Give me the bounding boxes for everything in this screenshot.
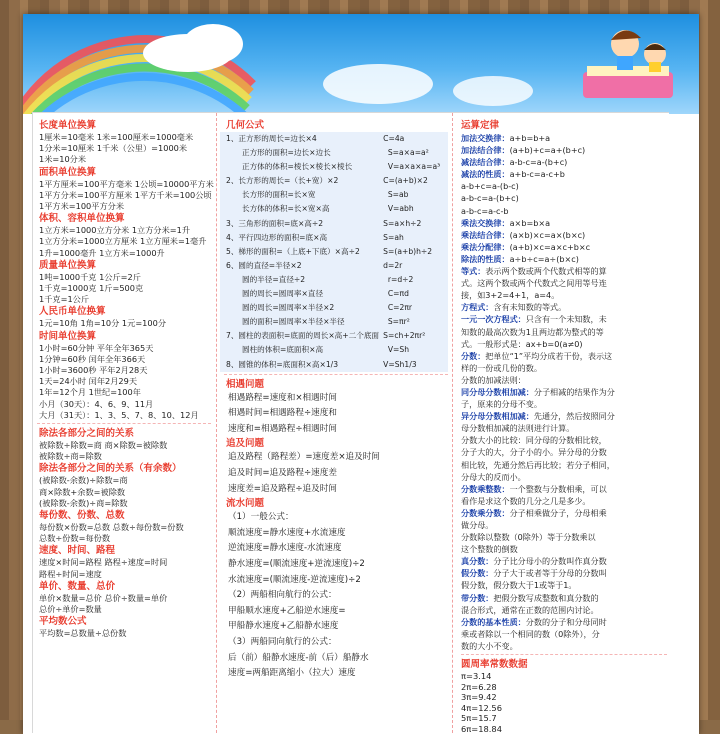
term-text: 含有未知数的等式。	[493, 302, 567, 313]
formula-line: 1分钟=60秒 闰年全年366天	[39, 353, 146, 364]
formula-text: 4、平行四边形的面积=底×高	[226, 232, 328, 242]
formula-symbolic: S=ah	[383, 232, 404, 242]
section-subtitle: 分数除以整数（0除外）等于分数乘以	[461, 532, 596, 543]
section-subtitle: 这个整数的倒数	[461, 544, 518, 555]
section-title: 相遇问题	[226, 378, 265, 390]
section-title: 追及问题	[226, 438, 265, 450]
term-text: 分子大于或者等于分母的分数叫	[493, 568, 607, 579]
formula-text: 长方体的体积=长×宽×高	[242, 204, 330, 214]
section-title: 人民币单位换算	[39, 306, 106, 318]
formula-symbolic: C=πd	[387, 289, 409, 299]
formula-line	[457, 326, 667, 338]
formula-symbolic: V=Sh1/3	[383, 359, 417, 369]
geometry-row	[220, 188, 448, 202]
formula-line: 甲船顺水速度+乙船逆水速度=	[228, 605, 346, 616]
formula-line: 1年=12个月 1世纪=100年	[39, 387, 141, 398]
poster	[23, 14, 699, 734]
formula-line	[457, 579, 667, 591]
formula-line: 追及路程（路程差）=速度差×追及时间	[228, 452, 380, 463]
formula-symbolic: V=a×a×a=a³	[387, 162, 441, 172]
term-label: 分数：	[461, 350, 486, 361]
formula-line	[457, 277, 667, 289]
term-label: 分数乘整数：	[461, 483, 510, 494]
formula-line: (被除数-余数)÷除数=商	[39, 475, 128, 486]
formula-line: 1厘米=10毫米 1米=100厘米=1000毫米	[39, 132, 194, 142]
formula-line	[457, 604, 667, 616]
formula-line	[457, 507, 667, 519]
formula-line: 相遇时间=相遇路程÷速度和	[228, 408, 337, 419]
formula-line	[457, 217, 667, 229]
formula-line: (被除数-余数)÷商=除数	[39, 497, 128, 508]
term-label: 真分数：	[461, 556, 494, 567]
formula-symbolic: V=Sh	[387, 345, 410, 355]
pi-value: π=3.14	[461, 671, 492, 682]
formula-line: （3）两船同向航行的公式：	[228, 636, 337, 647]
term-text: 只含有一个未知数，未	[525, 314, 607, 325]
formula-line: 1平方分米=100平方厘米 1平方千米=100公顷	[39, 189, 212, 200]
formula-line: 1米=10分米	[39, 154, 87, 165]
term-text: a-b-c=a-(b+c)	[461, 193, 519, 204]
term-label: 减法的性质：	[461, 169, 510, 180]
section-title: 圆周率常数数据	[461, 659, 528, 671]
geometry-row	[220, 245, 448, 259]
geometry-row	[220, 273, 448, 287]
term-label: 加法交换律：	[461, 133, 510, 143]
formula-line: 速度=两船距离缩小（拉大）速度	[228, 668, 356, 679]
geometry-row	[220, 259, 448, 273]
section-title: 流水问题	[226, 498, 265, 510]
geometry-row	[220, 343, 448, 357]
formula-text: 长方形的面积=长×宽	[242, 190, 316, 200]
term-text: 乘或者除以一个相同的数（0除外），分	[461, 628, 600, 639]
formula-text: 圆的周长=圆周率×直径	[242, 289, 324, 299]
geometry-row	[220, 132, 448, 146]
formula-line	[457, 398, 667, 410]
formula-line	[457, 616, 667, 628]
formula-symbolic: S=ab	[387, 190, 409, 200]
sky-banner	[23, 14, 699, 114]
term-text: 假分数，假分数大于1或等于1。	[461, 580, 577, 591]
formula-text: 3、三角形的面积=底×高÷2	[226, 218, 324, 228]
geometry-row	[220, 358, 448, 372]
formula-line	[457, 338, 667, 350]
geometry-row	[220, 202, 448, 216]
formula-line: 总价÷单价=数量	[39, 604, 102, 615]
geometry-row	[220, 231, 448, 245]
term-label: 乘法结合律：	[461, 229, 510, 240]
formula-line	[457, 265, 667, 277]
formula-line: 1小时=60分钟 平年全年365天	[39, 342, 154, 353]
formula-line: 大月（31天）：1、3、5、7、8、10、12月	[39, 409, 199, 420]
formula-line: 被除数÷除数=商 商×除数=被除数	[39, 440, 168, 451]
formula-line: （2）两船相向航行的公式：	[228, 590, 337, 601]
term-label: 除法的性质：	[461, 253, 510, 264]
term-text: a+b-c=a-c+b	[509, 169, 565, 180]
pi-value: 3π=9.42	[461, 692, 497, 703]
formula-line: 被除数÷商=除数	[39, 451, 102, 462]
geometry-row	[220, 174, 448, 188]
formula-text: 7、圆柱的表面积=底面的周长×高+二个底面	[226, 331, 380, 341]
formula-text: 圆柱的体积=底面积×高	[242, 345, 324, 355]
formula-line: 1立方米=1000立方分米 1立方分米=1升	[39, 225, 191, 236]
term-label: 一元一次方程式：	[461, 314, 526, 325]
term-label: 同分母分数相加减：	[461, 386, 534, 397]
formula-line	[457, 446, 667, 458]
term-label: 乘法交换律：	[461, 217, 510, 228]
term-text: 分子比分母小的分数叫作真分数	[493, 556, 607, 567]
term-text: 知数的最高次数为1且两边都为整式的等	[461, 326, 604, 337]
section-title: 面积单位换算	[39, 166, 97, 178]
section-title: 速度、时间、路程	[39, 545, 116, 557]
formula-line	[457, 471, 667, 483]
formula-line: 顺流速度=静水速度+水流速度	[228, 527, 346, 538]
term-text: 混合形式，通常在正数的范围内讨论。	[461, 604, 599, 615]
section-title: 几何公式	[226, 120, 265, 131]
section-title: 单价、数量、总价	[39, 580, 116, 592]
formula-line	[457, 168, 667, 180]
term-text: 分母大的反而小。	[461, 471, 526, 482]
formula-symbolic: S=ch+2πr²	[383, 331, 426, 341]
formula-line	[457, 241, 667, 253]
term-text: (a×b)×c=a×(b×c)	[509, 229, 586, 240]
term-text: 数的大小不变。	[461, 640, 518, 651]
cloud-shape	[183, 24, 243, 64]
section-divider	[37, 423, 211, 424]
formula-line: 1升=1000毫升 1立方米=1000升	[39, 247, 165, 258]
formula-line: 每份数×份数=总数 总数÷每份数=份数	[39, 522, 184, 533]
pi-value: 6π=18.84	[461, 723, 502, 734]
geometry-row	[220, 287, 448, 301]
section-divider	[224, 374, 448, 375]
formula-line	[457, 301, 667, 313]
formula-text: 6、圆的直径=半径×2	[226, 260, 302, 270]
formula-line: 逆流速度=静水速度-水流速度	[228, 543, 342, 554]
term-text: 看作是求这个数的几分之几是多少。	[461, 495, 591, 506]
geometry-row	[220, 217, 448, 231]
term-text: 接，如3+2=4+1，a=4。	[461, 290, 560, 301]
formula-text: 圆的周长=圆周率×半径×2	[242, 303, 335, 313]
formula-line	[457, 640, 667, 652]
formula-line: 相遇路程=速度和×相遇时间	[228, 392, 337, 403]
term-label: 减法结合律：	[461, 157, 510, 168]
formula-text: 2、长方形的周长=（长+宽）×2	[226, 176, 339, 186]
term-label: 分数的基本性质：	[461, 616, 526, 627]
term-label: 带分数：	[461, 592, 494, 603]
term-label: 方程式：	[461, 302, 494, 313]
pi-value: 5π=15.7	[461, 713, 497, 724]
geometry-row	[220, 315, 448, 329]
formula-line: 1平方米=100平方分米	[39, 201, 125, 212]
term-label: 加法结合律：	[461, 145, 510, 156]
formula-line: 平均数=总数量÷总份数	[39, 628, 127, 639]
section-title: 平均数公式	[39, 616, 87, 628]
geometry-formulas	[220, 132, 448, 372]
term-text: 子，原来的分母不变。	[461, 399, 542, 410]
formula-symbolic: C=4a	[383, 134, 405, 143]
term-text: a×b=b×a	[509, 217, 551, 228]
term-label: 乘法分配律：	[461, 241, 510, 252]
formula-line: 1天=24小时 闰年2月29天	[39, 376, 138, 387]
formula-line: （1）一般公式：	[228, 512, 294, 523]
formula-panel	[32, 112, 669, 733]
term-text: 样的一份或几份的数。	[461, 362, 542, 373]
section-title: 长度单位换算	[39, 120, 97, 131]
formula-line	[457, 434, 667, 446]
term-label: 等式：	[461, 266, 486, 277]
section-title: 除法各部分之间的关系	[39, 428, 135, 440]
term-text: a-b-c=a-c-b	[461, 205, 509, 216]
term-text: a÷b÷c=a÷(b×c)	[509, 253, 579, 264]
section-divider	[461, 654, 667, 655]
formula-line: 1元=10角 1角=10分 1元=100分	[39, 318, 167, 329]
term-text: 分子大的大，分子小的小。异分母的分数	[461, 447, 607, 458]
section-title: 质量单位换算	[39, 259, 97, 271]
term-text: (a+b)×c=a×c+b×c	[509, 241, 591, 252]
formula-line	[457, 592, 667, 604]
section-title: 每份数、份数、总数	[39, 510, 125, 522]
term-text: 式。一般形式是：ax+b=0(a≠0)	[461, 338, 583, 349]
formula-symbolic: V=abh	[387, 204, 414, 214]
term-text: 先通分，然后按照同分	[533, 411, 615, 422]
term-text: 把单位“1”平均分成若干份，表示这	[485, 350, 613, 361]
formula-line	[457, 289, 667, 301]
column-divider	[452, 113, 453, 733]
formula-line: 商×除数+余数=被除数	[39, 486, 126, 497]
pi-constants	[457, 671, 667, 734]
geometry-row	[220, 301, 448, 315]
formula-symbolic: C=2πr	[387, 303, 413, 313]
formula-symbolic: S=πr²	[387, 317, 410, 327]
term-text: a+b=b+a	[509, 133, 551, 143]
formula-line: 小月（30天）：4、6、9、11月	[39, 398, 154, 409]
term-label: 假分数：	[461, 568, 494, 579]
formula-line: 1分米=10厘米 1千米（公里）=1000米	[39, 143, 188, 154]
kids-on-book-illustration	[563, 14, 693, 114]
cloud-shape	[453, 76, 533, 106]
formula-text: 正方形的面积=边长×边长	[242, 148, 331, 158]
geometry-column	[220, 119, 448, 682]
formula-symbolic: C=(a+b)×2	[383, 176, 428, 186]
section-title: 体积、容积单位换算	[39, 213, 125, 225]
formula-line: 单价×数量=总价 总价÷数量=单价	[39, 592, 168, 603]
term-text: 分数大小的比较：同分母的分数相比较，	[461, 435, 607, 446]
geometry-row	[220, 146, 448, 160]
geometry-row	[220, 329, 448, 343]
formula-line: 静水速度=(顺流速度+逆流速度)÷2	[228, 558, 365, 569]
formula-line	[457, 459, 667, 471]
formula-symbolic: S=(a+b)h÷2	[383, 246, 433, 256]
formula-line	[457, 362, 667, 374]
term-text: 把假分数写成整数和真分数的	[493, 592, 599, 603]
formula-text: 1、正方形的周长=边长×4	[226, 134, 317, 143]
term-text: 表示两个数或两个代数式相等的算	[485, 266, 607, 277]
formula-line	[457, 519, 667, 531]
formula-line: 1平方厘米=100平方毫米 1公顷=10000平方米	[39, 178, 214, 189]
term-text: 式。这两个数或两个代数式之间用等号连	[461, 278, 607, 289]
term-label: 分数乘分数：	[461, 507, 510, 518]
formula-line	[457, 205, 667, 217]
term-label: 异分母分数相加减：	[461, 411, 534, 422]
formula-line: 1千克=1公斤	[39, 294, 90, 305]
formula-line	[457, 555, 667, 567]
formula-line: 1立方分米=1000立方厘米 1立方厘米=1毫升	[39, 236, 207, 247]
formula-line: 水流速度=(顺流速度-逆流速度)÷2	[228, 574, 361, 585]
pi-value: 2π=6.28	[461, 681, 497, 692]
formula-line: 路程÷时间=速度	[39, 568, 102, 579]
formula-line	[457, 132, 667, 144]
formula-line: 追及时间=追及路程÷速度差	[228, 467, 337, 478]
term-text: 做分母。	[461, 520, 494, 530]
formula-line	[457, 144, 667, 156]
section-title: 运算定律	[461, 120, 500, 131]
formula-line	[457, 495, 667, 507]
formula-symbolic: d=2r	[383, 260, 403, 270]
pi-value: 4π=12.56	[461, 702, 502, 713]
formula-line: 后（前）船静水速度-前（后）船静水	[228, 652, 369, 663]
term-text: a-b-c=a-(b+c)	[509, 157, 568, 168]
formula-line: 速度和=相遇路程÷相遇时间	[228, 423, 337, 434]
formula-line: 总数÷份数=每份数	[39, 533, 111, 544]
unit-conversion-column	[33, 119, 214, 640]
formula-line: 速度×时间=路程 路程÷速度=时间	[39, 557, 168, 568]
formula-line: 1千克=1000克 1斤=500克	[39, 283, 144, 294]
formula-line	[457, 180, 667, 192]
formula-text: 圆的半径=直径÷2	[242, 274, 306, 284]
term-text: 相比较，先通分然后再比较；若分子相同，	[461, 459, 615, 470]
formula-text: 8、圆锥的体积=底面积×高×1/3	[226, 359, 339, 369]
term-text: 分子相乘做分子，分母相乘	[509, 507, 607, 518]
formula-line	[457, 156, 667, 168]
term-text: a-b+c=a-(b-c)	[461, 181, 519, 192]
formula-line	[457, 483, 667, 495]
formula-line	[457, 628, 667, 640]
term-text: 一个整数与分数相乘，可以	[509, 483, 607, 494]
formula-symbolic: S=a×h÷2	[383, 218, 422, 228]
formula-line	[457, 192, 667, 204]
section-title: 时间单位换算	[39, 330, 97, 342]
term-text: (a+b)+c=a+(b+c)	[509, 145, 586, 156]
operation-laws-column	[457, 119, 667, 734]
formula-line	[457, 422, 667, 434]
cloud-shape	[323, 64, 433, 104]
formula-line: 甲船静水速度+乙船静水速度	[228, 621, 339, 632]
formula-text: 5、梯形的面积=（上底+下底）×高÷2	[226, 246, 360, 256]
formula-symbolic: S=a×a=a²	[387, 148, 429, 158]
formula-line	[457, 253, 667, 265]
formula-text: 正方体的体积=棱长×棱长×棱长	[242, 162, 353, 172]
section-title: 除法各部分之间的关系（有余数）	[39, 463, 182, 475]
term-text: 分子相减的结果作为分	[533, 386, 615, 397]
formula-line	[457, 386, 667, 398]
formula-line	[457, 313, 667, 325]
formula-line	[457, 410, 667, 422]
term-text: 分数的分子和分母同时	[525, 616, 607, 627]
formula-symbolic: r=d÷2	[387, 274, 414, 284]
formula-line: 速度差=追及路程÷追及时间	[228, 483, 337, 494]
term-text: 母分数相加减的法则进行计算。	[461, 423, 575, 434]
formula-text: 圆的面积=圆周率×半径×半径	[242, 317, 345, 327]
formula-line	[457, 350, 667, 362]
formula-line	[457, 229, 667, 241]
formula-line: 1吨=1000千克 1公斤=2斤	[39, 271, 141, 282]
section-subtitle: 分数的加减法则：	[461, 374, 526, 385]
formula-line: 1小时=3600秒 平年2月28天	[39, 365, 148, 376]
column-divider	[216, 113, 217, 733]
geometry-row	[220, 160, 448, 174]
formula-line	[457, 567, 667, 579]
